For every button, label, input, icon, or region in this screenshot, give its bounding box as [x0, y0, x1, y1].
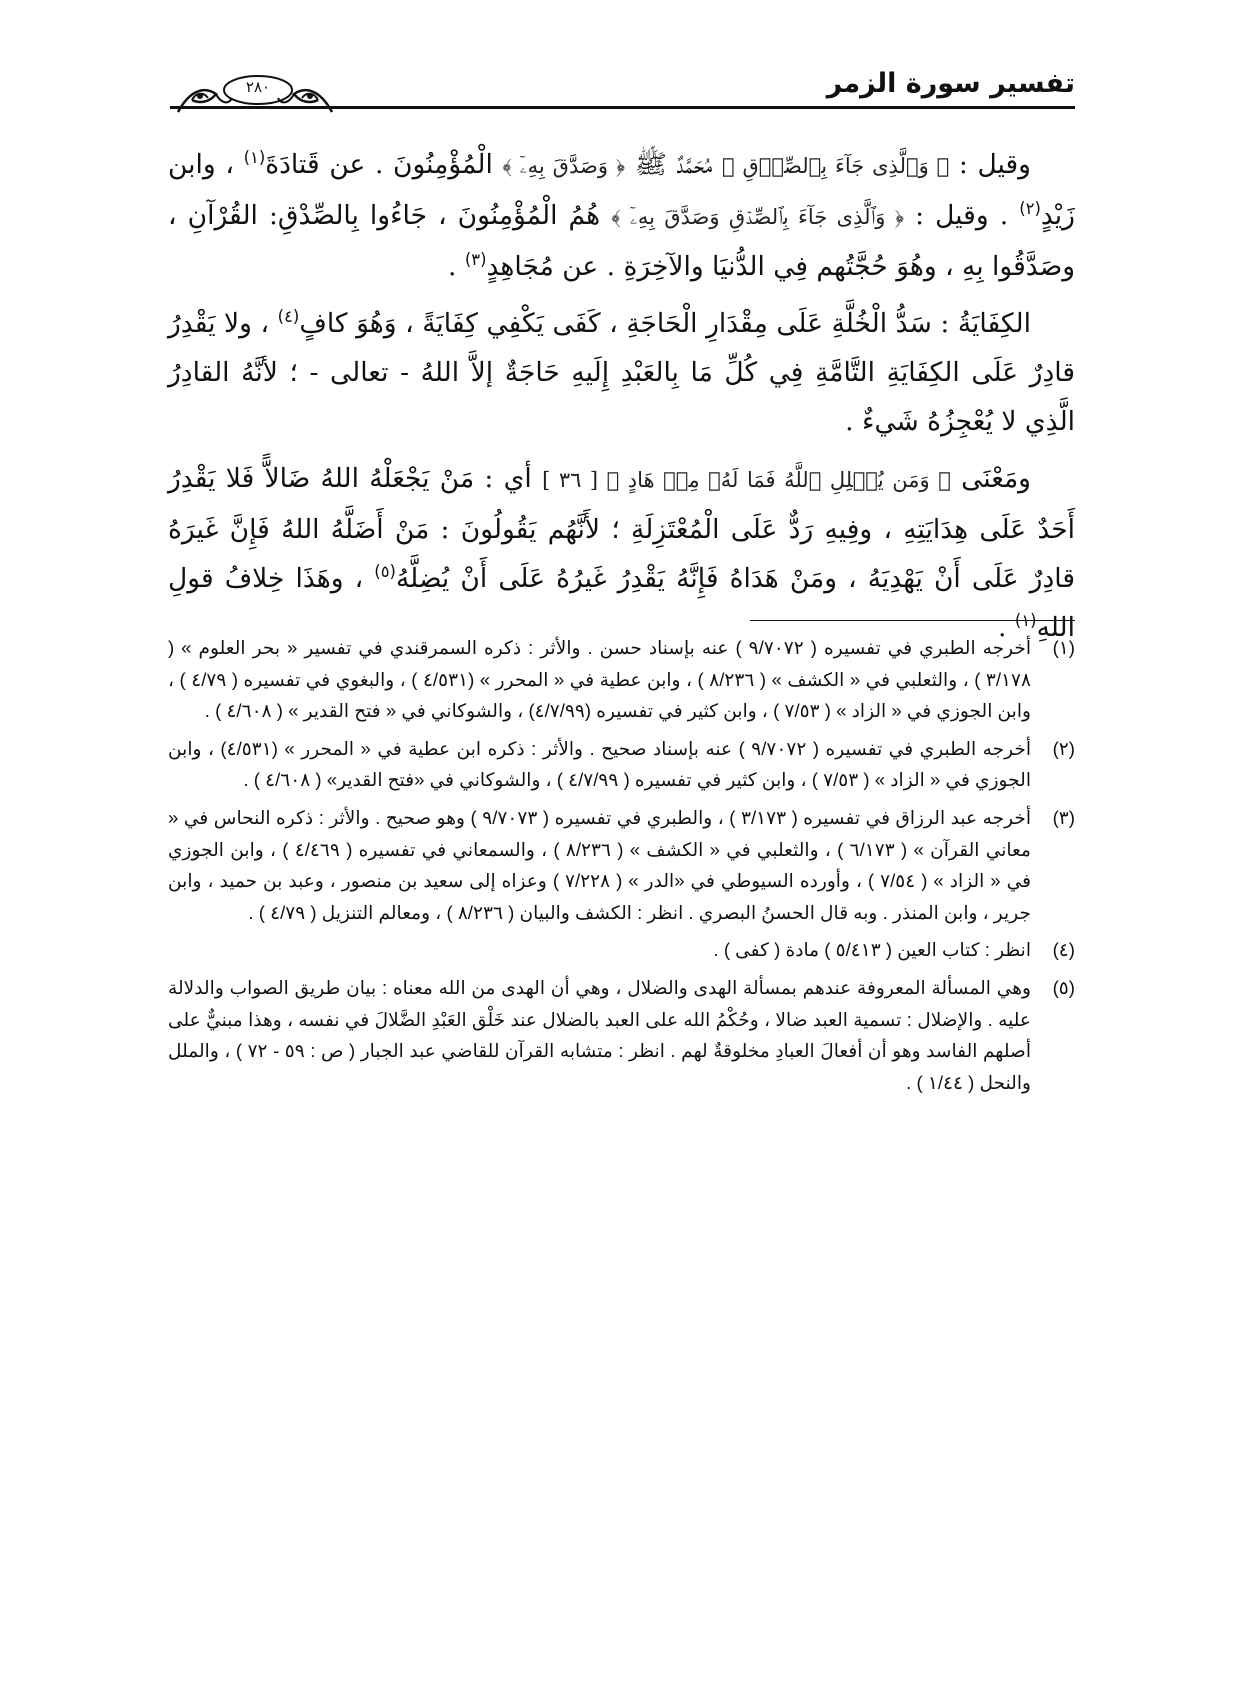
page-header — [170, 60, 1075, 116]
text-run: . وقيل : — [915, 200, 1009, 231]
text-run: ، ولا يَقْدِرُ قادِرٌ عَلَى الكِفَايَةِ التَّامَّةِ فِي كُلِّ مَا بِالعَبْدِ إِلَيهِ حَاجَةٌ إلاَّ اللهُ - تعالى - ؛ لأنَّهُ القادِرُ الَّذِي لا يُعْجِزُهُ شَيءٌ . — [168, 308, 1075, 437]
footnote-number: (٣) — [1052, 806, 1075, 828]
footnote — [168, 972, 1075, 1098]
footnote-ref[interactable]: (٢) — [1019, 199, 1041, 219]
paragraph-1 — [168, 140, 1075, 291]
text-run: مُحَمَّدٌ ﷺ — [634, 149, 713, 180]
text-run: الْمُؤْمِنُونَ . عن قَتادَةَ — [265, 149, 493, 180]
footnote — [168, 632, 1075, 727]
footnote-number: (١) — [1052, 637, 1075, 658]
footnote-number: (٢) — [1052, 737, 1075, 759]
footnote-text: انظر : كتاب العين ( ٥/٤١٣ ) مادة ( كفى ) . — [713, 939, 1031, 961]
text-run: ، وهَذَا خِلافُ قولِ اللهِ — [168, 563, 1075, 643]
quran-quote: ﴿ وَٱلَّذِى جَآءَ بِٱلصِّدۡقِ ﴾ — [722, 154, 950, 178]
footnote-number: (٥) — [1052, 976, 1075, 998]
footnote — [168, 733, 1075, 796]
text-run: الكِفَايَةُ : سَدُّ الْخُلَّةِ عَلَى مِقْدَارِ الْحَاجَةِ ، كَفَى يَكْفِي كِفَايَةً ، وَهُوَ كافٍ — [299, 308, 1031, 339]
footnote-ref[interactable]: (١) — [243, 148, 266, 168]
footnote-divider — [750, 620, 1075, 621]
footnote-ref[interactable]: (٥) — [374, 562, 396, 582]
footnote-text: أخرجه الطبري في تفسيره ( ٩/٧٠٧٢ ) عنه بإسناد صحيح . والأثر : ذكره ابن عطية في « المحرر » (٤/٥٣١) ، وابن الجوزي في « الزاد » ( ٧/٥٣ ) ، وابن كثير في تفسيره ( ٤/٧/٩٩ ) ، والشوكاني في «فتح القدير» ( ٤/٦٠٨ ) . — [168, 737, 1032, 791]
text-run: أي : مَنْ يَجْعَلْهُ اللهُ ضَالاًّ فَلا يَقْدِرُ أَحَدٌ عَلَى هِدَايَتِهِ ، وفِيهِ رَدٌّ عَلَى الْمُعْتَزِلَةِ ؛ لأَنَّهُم يَقُولُونَ : مَنْ أَضَلَّهُ اللهُ فَإِنَّ غَيرَهُ قادِرٌ عَلَى أَنْ يَهْدِيَهُ ، ومَنْ هَدَاهُ فَإِنَّهُ يَقْدِرُ غَيرُهُ عَلَى أَنْ يُضِلَّهُ — [168, 463, 1075, 594]
paragraph-2 — [168, 299, 1075, 446]
paragraph-3 — [168, 454, 1075, 652]
footnote-number: (٤) — [1052, 939, 1075, 961]
text-run: ، وابن زَيْدٍ — [168, 149, 1075, 231]
footnote-text: أخرجه عبد الرزاق في تفسيره ( ٣/١٧٣ ) ، والطبري في تفسيره ( ٩/٧٠٧٣ ) وهو صحيح . والأثر : ذكره النحاس في « معاني القرآن » ( ٦/١٧٣ ) ، والثعلبي في « الكشف » ( ٨/٢٣٦ ) ، والسمعاني في تفسيره ( ٤/٤٦٩ ) ، وابن الجوزي في « الزاد » ( ٧/٥٤ ) ، وأورده السيوطي في «الدر » ( ٧/٢٢٨ ) وعزاه إلى سعيد بن منصور ، وعبد بن حميد ، وابن جرير ، وابن المنذر . وبه قال الحسنُ البصري . انظر : الكشف والبيان ( ٨/٢٣٦ ) ، ومعالم التنزيل ( ٤/٧٩ ) . — [168, 806, 1031, 923]
text-run: هُمُ الْمُؤْمِنُونَ ، جَاءُوا بِالصِّدْقِ: القُرْآنِ ، وصَدَّقُوا بِهِ ، وهُوَ حُجَّتُهم فِي الدُّنيَا والآخِرَةِ . عن مُجَاهِدٍ — [168, 200, 1075, 282]
main-text — [168, 140, 1075, 660]
quran-quote: ﴿ وَصَدَّقَ بِهِۦٓ ﴾ — [502, 154, 626, 178]
footnote — [168, 934, 1075, 966]
quran-quote: ﴿ وَمَن يُضۡلِلِ ٱللَّهُ فَمَا لَهُۥ مِنۡ هَادٍ ﴾ [ ٣٦ ] — [542, 468, 951, 492]
footnotes — [168, 632, 1075, 1104]
footnote — [168, 802, 1075, 928]
header-rule — [170, 106, 1075, 109]
footnote-ref[interactable]: (٤) — [277, 307, 300, 327]
footnote-text: أخرجه الطبري في تفسيره ( ٩/٧٠٧٢ ) عنه بإسناد حسن . والأثر : ذكره السمرقندي في تفسير « بحر العلوم » ( ٣/١٧٨ ) ، والثعلبي في « الكشف » ( ٨/٢٣٦ ) ، وابن عطية في « المحرر » (٤/٥٣١ ) ، والبغوي في تفسيره ( ٤/٧٩ ) ، وابن الجوزي في « الزاد » ( ٧/٥٣ ) ، وابن كثير في تفسيره (٤/٧/٩٩) ، والشوكاني في « فتح القدير » ( ٤/٦٠٨ ) . — [168, 637, 1032, 722]
text-run: ومَعْنَى — [961, 463, 1031, 494]
text-run: وقيل : — [958, 149, 1031, 180]
footnote-text: وهي المسألة المعروفة عندهم بمسألة الهدى والضلال ، وهي أن الهدى من الله معناه : بيان طريق الصواب والدلالة عليه . والإضلال : تسمية العبد ضالا ، وحُكْمُ الله على العبد بالضلال عند خَلْق العَبْدِ الضَّلالَ في نفسه ، وهذا مبنيٌّ على أصلهم الفاسد وهو أن أفعالَ العبادِ مخلوقةٌ لهم . انظر : متشابه القرآن للقاضي عبد الجبار ( ص : ٥٩ - ٧٢ ) ، والملل والنحل ( ١/٤٤ ) . — [168, 976, 1031, 1093]
footnote-ref[interactable]: (١) — [1014, 611, 1037, 631]
text-run: . — [447, 251, 457, 282]
quran-quote: ﴿ وَٱلَّذِى جَآءَ بِٱلصِّدۡقِ وَصَدَّقَ بِهِۦٓ ﴾ — [611, 205, 905, 229]
running-title: تفسير سورة الزمر — [826, 68, 1075, 99]
page-number: ٢٨٠ — [245, 78, 271, 96]
text-run: . — [998, 612, 1007, 643]
footnote-ref[interactable]: (٣) — [464, 250, 487, 270]
page-number-ornament — [170, 72, 340, 116]
